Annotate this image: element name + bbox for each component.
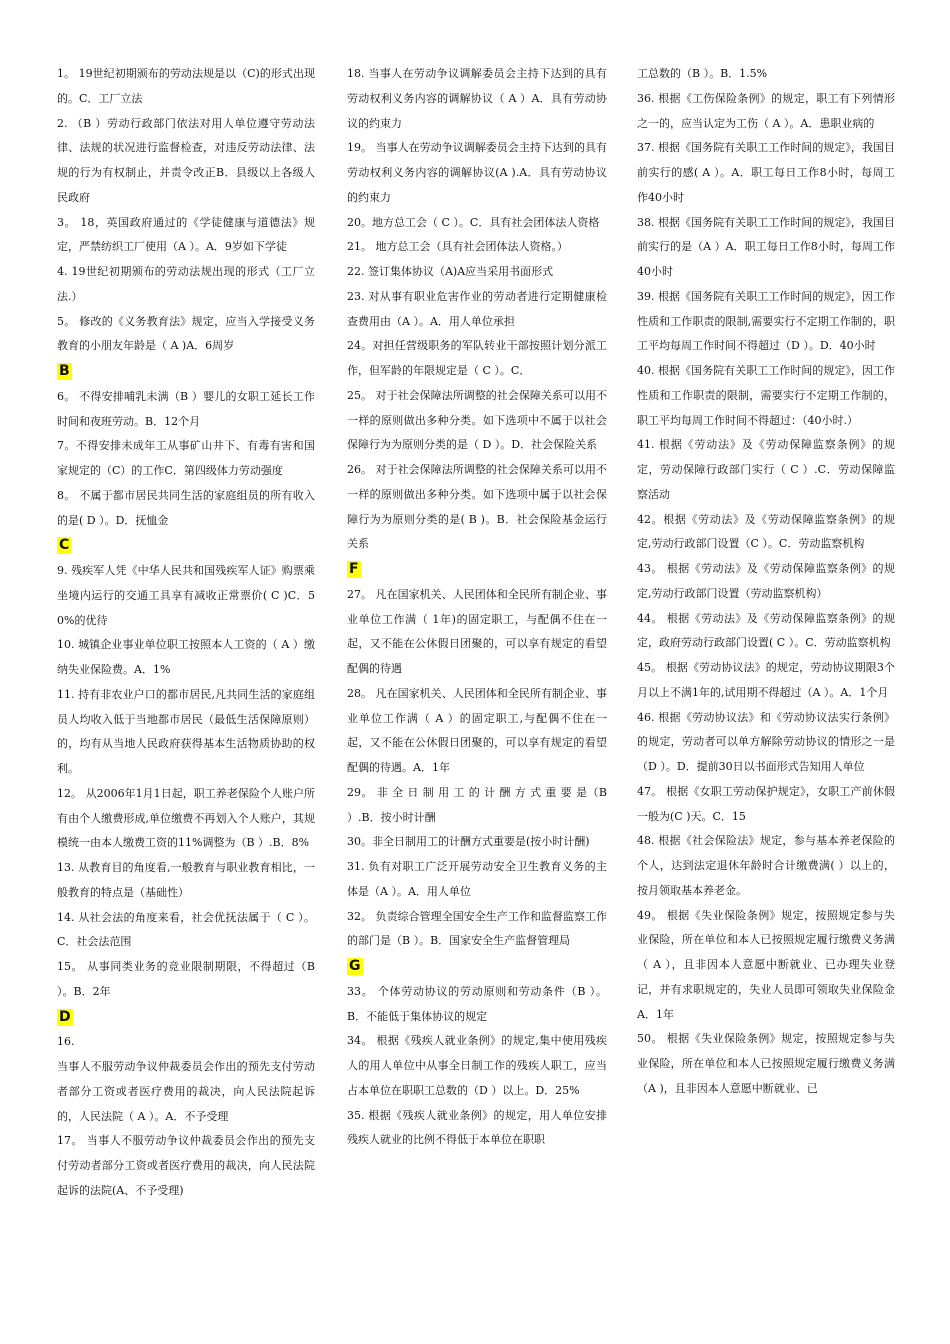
question-item: 18. 当事人在劳动争议调解委员会主持下达到的具有劳动权利义务内容的调解协议（ A ）A．具有劳动协议的约束力: [347, 67, 607, 130]
question-item: 工总数的（B ）。B．1.5%: [637, 67, 768, 80]
question-item: 31. 负有对职工广泛开展劳动安全卫生教育义务的主体是（A ）。A．用人单位: [347, 860, 607, 898]
question-item: 27。 凡在国家机关、人民团体和全民所有制企业、事业单位工作满（ 1年)的固定职工，与配偶不住在一起，又不能在公休假日团聚的，可以享有规定的看望配偶的待遇: [347, 587, 607, 675]
question-item: 15。 从事同类业务的竞业限制期限，不得超过（B ）。B．2年: [57, 960, 315, 998]
question-item: 37. 根据《国务院有关职工工作时间的规定》，我国目前实行的感( A ）。A．职工每日工作8小时，每周工作40小时: [637, 141, 895, 204]
question-item: 21。 地方总工会（具有社会团体法人资格。）: [347, 240, 568, 254]
question-item: 12。 从2006年1月1日起，职工养老保险个人账户所有由个人缴费形成,单位缴费不再划入个人账户，其规模统一由本人缴费工资的11%调整为（B ）.B．8%: [57, 786, 315, 850]
question-item: 46. 根据《劳动协议法》和《劳动协议法实行条例》的规定，劳动者可以单方解除劳动协议的情形之一是（D ）。D．提前30日以书面形式告知用人单位: [637, 710, 895, 773]
column-middle: [347, 62, 607, 1153]
question-item: 11. 持有非农业户口的都市居民,凡共同生活的家庭组员人均收入低于当地都市居民（最低生活保障原则）的，均有从当地人民政府获得基本生活物质协助的权利。: [57, 687, 315, 775]
question-item: 26。 对于社会保障法所调整的社会保障关系可以用不一样的原则做出多种分类。如下选项中属于以社会保障行为为原则分类的是( B )。B．社会保险基金运行关系: [347, 463, 607, 551]
section-letter-heading-wrap: [347, 557, 607, 583]
question-item: 42。根据《劳动法》及《劳动保障监察条例》的规定,劳动行政部门设置（C ）。C．劳动监察机构: [637, 512, 895, 551]
question-item: 6。 不得安排哺乳未满（B ）婴儿的女职工延长工作时间和夜班劳动。B．12个月: [57, 389, 315, 428]
question-item: 34。 根据《残疾人就业条例》的规定,集中使用残疾人的用人单位中从事全日制工作的残疾人职工，应当占本单位在职职工总数的（D ）以上。D．25%: [347, 1034, 607, 1097]
question-item: 29。 非 全 日 制 用 工 的 计 酬 方 式 重 要 是（B ）.B．按小时计酬: [347, 785, 607, 824]
question-item: 7。不得安排未成年工从事矿山井下、有毒有害和国家规定的（C）的工作C．第四级体力劳动强度: [57, 439, 315, 477]
question-item: 9. 残疾军人凭《中华人民共和国残疾军人证》购票乘坐境内运行的交通工具享有减收正常票价( C )C．50%的优待: [57, 564, 315, 627]
question-item: 14. 从社会法的角度来看，社会优抚法属于（ C ）。C．社会法范围: [57, 910, 315, 949]
section-letter-heading-wrap: [57, 1005, 315, 1031]
question-item: 22. 签订集体协议（A)A应当采用书面形式: [347, 265, 554, 278]
question-item: 40. 根据《国务院有关职工工作时间的规定》，因工作性质和工作职责的限制，需要实行不定期工作制的，职工平均每周工作时间不得超过：（40小时.）: [637, 364, 895, 427]
question-item: 4. 19世纪初期颁布的劳动法规出现的形式（工厂立法.）: [57, 265, 315, 303]
section-letter-heading-wrap: [57, 533, 315, 559]
question-item: 1。 19世纪初期颁布的劳动法规是以（C)的形式出现的。C．工厂立法: [57, 67, 315, 105]
question-item: 28。 凡在国家机关、人民团体和全民所有制企业、事业单位工作满（ A ）的固定职工,与配偶不住在一起，又不能在公休假日团聚的，可以享有规定的看望配偶的待遇。A．1年: [347, 686, 607, 774]
column-left: [57, 62, 315, 1204]
section-letter-heading: F: [349, 561, 359, 577]
question-item: 30。非全日制用工的计酬方式重要是(按小时计酬): [347, 835, 590, 849]
question-item: 39. 根据《国务院有关职工工作时间的规定》，因工作性质和工作职责的限制,需要实行不定期工作制的，职工平均每周工作时间不得超过（D ）。D．40小时: [637, 289, 895, 353]
question-item: 36. 根据《工伤保险条例》的规定，职工有下列情形之一的，应当认定为工伤（ A ）。A．患职业病的: [637, 91, 895, 130]
question-item: 45。 根据《劳动协议法》的规定，劳动协议期限3个月以上不满1年的,试用期不得超过（A ）。A．1个月: [637, 661, 895, 699]
question-item: 19。 当事人在劳动争议调解委员会主持下达到的具有劳动权利义务内容的调解协议(A ).A．具有劳动协议的约束力: [347, 141, 607, 204]
column-right: [637, 62, 895, 1102]
question-item: 8。 不属于都市居民共同生活的家庭组员的所有收入的是( D ）。D．抚恤金: [57, 488, 315, 527]
question-item: 13. 从教育目的角度看,一般教育与职业教育相比，一般教育的特点是（基础性）: [57, 861, 315, 899]
question-item: 3。 18，英国政府通过的《学徒健康与道德法》规定，严禁纺织工厂使用（A ）。A．9岁如下学徒: [57, 215, 315, 254]
question-item: 38. 根据《国务院有关职工工作时间的规定》，我国目前实行的是（A ）A．职工每日工作8小时，每周工作40小时: [637, 215, 895, 278]
question-item: 32。 负责综合管理全国安全生产工作和监督监察工作的部门是（B ）。B．国家安全生产监督管理局: [347, 909, 607, 948]
question-item: 16.: [57, 1035, 75, 1049]
question-item: 25。 对于社会保障法所调整的社会保障关系可以用不一样的原则做出多种分类。如下选项中不属于以社会保障行为为原则分类的是（ D ）。D．社会保险关系: [347, 388, 607, 452]
question-item: 24。对担任营级职务的军队转业干部按照计划分派工作，但军龄的年限规定是（ C ）。C．: [347, 339, 607, 377]
question-item: 当事人不服劳动争议仲裁委员会作出的预先支付劳动者部分工资或者医疗费用的裁决，向人民法院起诉的，人民法院（ A ）。A．不予受理: [57, 1060, 315, 1123]
question-item: 41. 根据《劳动法》及《劳动保障监察条例》的规定，劳动保障行政部门实行（ C ）.C．劳动保障监察活动: [637, 438, 895, 501]
question-item: 50。 根据《失业保险条例》规定，按照规定参与失业保险，所在单位和本人已按照规定履行缴费义务满（A )，且非因本人意愿中断就业、已: [637, 1032, 895, 1095]
question-item: 10. 城镇企业事业单位职工按照本人工资的（ A ）缴纳失业保险费。A．1%: [57, 638, 315, 676]
question-item: 43。 根据《劳动法》及《劳动保障监察条例》的规定,劳动行政部门设置（劳动监察机构）: [637, 562, 895, 600]
section-letter-heading-wrap: [57, 359, 315, 385]
question-item: 48. 根据《社会保险法》规定，参与基本养老保险的个人，达到法定退休年龄时合计缴费满( ）以上的，按月领取基本养老金。: [637, 834, 895, 897]
section-letter-heading-wrap: [347, 954, 607, 980]
question-item: 47。 根据《女职工劳动保护规定》，女职工产前休假一般为(C )天。C．15: [637, 784, 895, 823]
question-item: 20。地方总工会（ C ）。C．具有社会团体法人资格: [347, 215, 600, 229]
section-letter-heading: B: [59, 363, 70, 379]
section-letter-heading: G: [349, 958, 361, 974]
question-item: 17。 当事人不服劳动争议仲裁委员会作出的预先支付劳动者部分工资或者医疗费用的裁决，向人民法院起诉的法院(A、不予受理): [57, 1134, 315, 1197]
question-item: 2. （B ）劳动行政部门依法对用人单位遵守劳动法律、法规的状况进行监督检查，对违反劳动法律、法规的行为有权制止，并责令改正B．县级以上各级人民政府: [57, 116, 315, 204]
question-item: 49。 根据《失业保险条例》规定，按照规定参与失业保险，所在单位和本人已按照规定履行缴费义务满（ A ），且非因本人意愿中断就业、已办理失业登记，并有求职规定的，失业人员即可领取失业保险金A．1年: [637, 908, 895, 1021]
question-item: 23. 对从事有职业危害作业的劳动者进行定期健康检查费用由（A ）。A．用人单位承担: [347, 289, 607, 328]
question-item: 35. 根据《残疾人就业条例》的规定，用人单位安排残疾人就业的比例不得低于本单位在职职: [347, 1108, 607, 1147]
section-letter-heading: D: [59, 1008, 71, 1025]
section-letter-heading: C: [59, 537, 70, 554]
question-item: 5。 修改的《义务教育法》规定，应当入学接受义务教育的小朋友年龄是（ A )A．6周岁: [57, 314, 315, 353]
question-item: 44。 根据《劳动法》及《劳动保障监察条例》的规定，政府劳动行政部门设置( C ）。C．劳动监察机构: [637, 611, 895, 650]
question-item: 33。 个体劳动协议的劳动原则和劳动条件（B ）。B．不能低于集体协议的规定: [347, 984, 607, 1023]
